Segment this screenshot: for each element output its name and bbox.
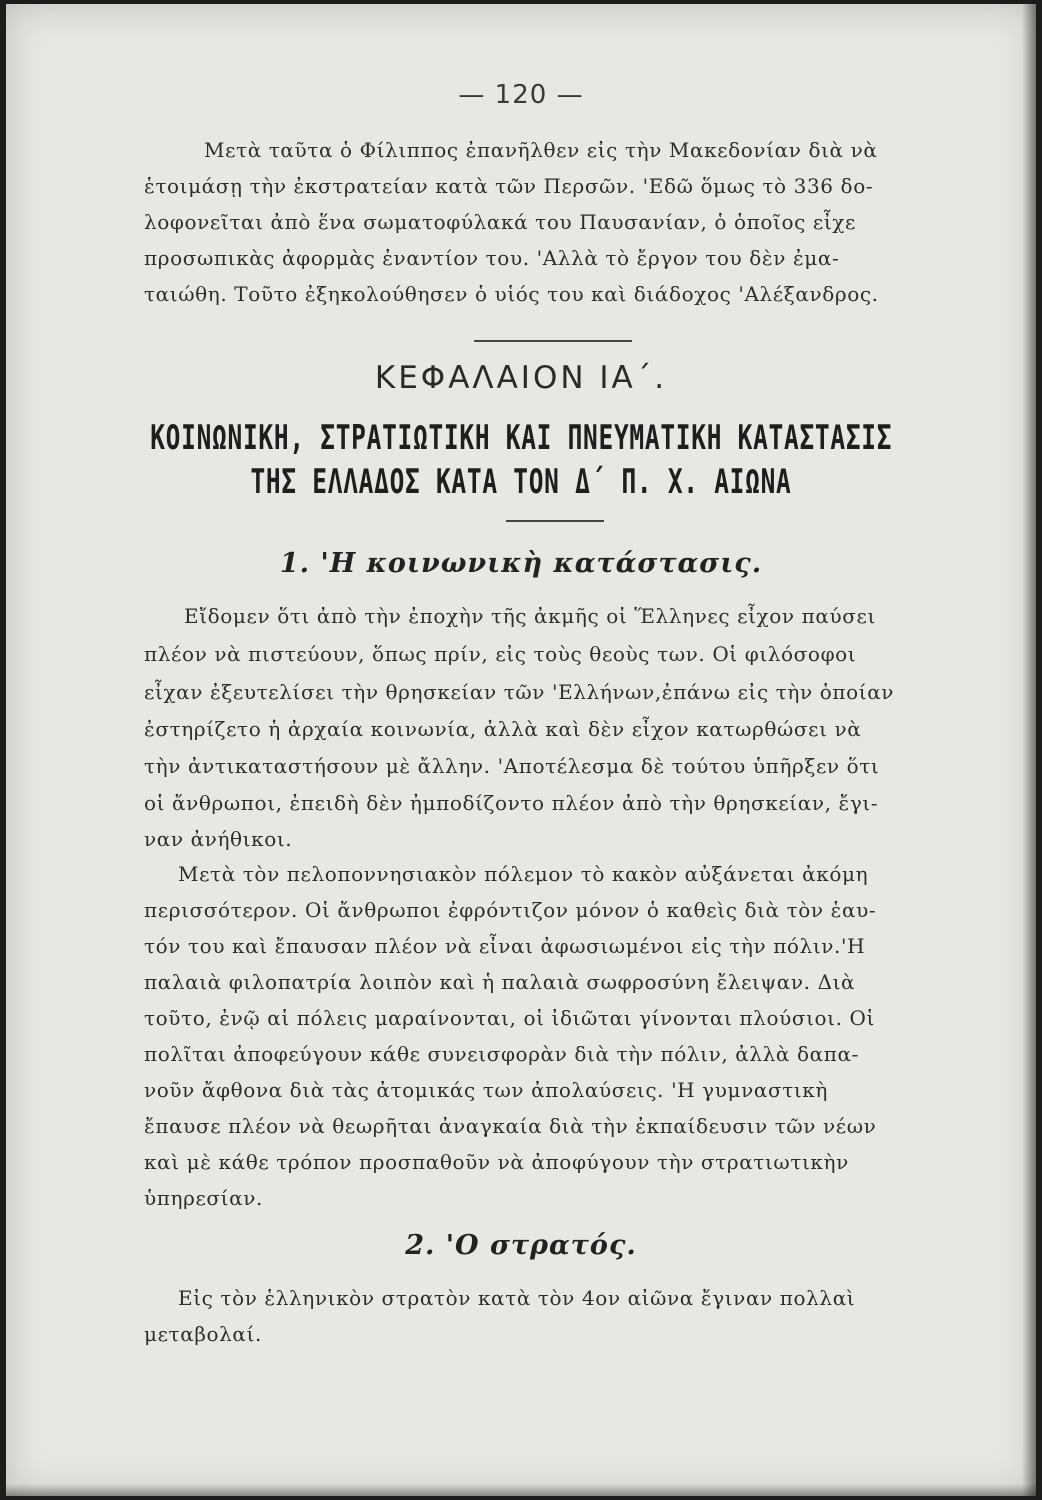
text-line: καὶ μὲ κάθε τρόπον προσπαθοῦν νὰ ἀποφύγουν τὴν στρατιωτικὴν [144, 1150, 849, 1174]
text-line: οἱ ἄνθρωποι, ἐπειδὴ δὲν ἠμποδίζοντο πλέον ἀπὸ τὴν θρησκείαν, ἔγι- [144, 791, 879, 815]
section-2-heading: 2. 'Ο στρατός. [405, 1230, 637, 1261]
text-line: Μετὰ τὸν πελοποννησιακὸν πόλεμον τὸ κακὸν αὐξάνεται ἀκόμη [178, 862, 869, 886]
text-line: ταιώθη. Τοῦτο ἐξηκολούθησεν ὁ υἱός του καὶ διάδοχος 'Αλέξανδρος. [144, 282, 879, 306]
text-line: τοῦτο, ἐνῷ αἱ πόλεις μαραίνονται, οἱ ἰδιῶται γίνονται πλούσιοι. Οἱ [144, 1006, 875, 1030]
page-edge-shadow [1022, 4, 1036, 1496]
text-line: ἐστηρίζετο ἡ ἀρχαία κοινωνία, ἀλλὰ καὶ δὲν εἶχον κατωρθώσει νὰ [144, 717, 862, 741]
text-line: προσωπικὰς ἀφορμὰς ἐναντίον του. 'Αλλὰ τὸ ἔργον του δὲν ἐμα- [144, 246, 840, 270]
book-page [6, 4, 1036, 1496]
divider-rule [506, 520, 604, 522]
chapter-heading: ΚΕΦΑΛΑΙΟΝ ΙΑ΄. [374, 360, 668, 396]
text-line: τὴν ἀντικαταστήσουν μὲ ἄλλην. 'Αποτέλεσμα δὲ τούτου ὑπῆρξεν ὅτι [144, 754, 880, 778]
page-number: — 120 — [458, 80, 584, 110]
text-line: ἔπαυσε πλέον νὰ θεωρῆται ἀναγκαία διὰ τὴν ἐκπαίδευσιν τῶν νέων [144, 1114, 877, 1138]
text-line: Εἰς τὸν ἑλληνικὸν στρατὸν κατὰ τὸν 4ον αἰῶνα ἔγιναν πολλαὶ [178, 1286, 856, 1310]
section-1-heading: 1. 'Η κοινωνικὴ κατάστασις. [279, 548, 763, 579]
chapter-title-line-1: ΚΟΙΝΩΝΙΚΗ, ΣΤΡΑΤΙΩΤΙΚΗ ΚΑΙ ΠΝΕΥΜΑΤΙΚΗ ΚΑΤΑΣΤΑΣΙΣ [150, 418, 893, 458]
text-line: ναν ἀνήθικοι. [144, 827, 293, 851]
text-line: Μετὰ ταῦτα ὁ Φίλιππος ἐπανῆλθεν εἰς τὴν Μακεδονίαν διὰ νὰ [204, 138, 878, 162]
page-edge-shadow [6, 1484, 1036, 1496]
text-line: εἶχαν ἐξευτελίσει τὴν θρησκείαν τῶν 'Ελλήνων,ἐπάνω εἰς τὴν ὁποίαν [144, 680, 895, 704]
text-line: νοῦν ἄφθονα διὰ τὰς ἀτομικάς των ἀπολαύσεις. 'Η γυμναστικὴ [144, 1078, 828, 1102]
divider-rule [474, 340, 632, 342]
text-line: περισσότερον. Οἱ ἄνθρωποι ἐφρόντιζον μόνον ὁ καθεὶς διὰ τὸν ἑαυ- [144, 898, 877, 922]
text-line: μεταβολαί. [144, 1322, 262, 1346]
text-line: πλέον νὰ πιστεύουν, ὅπως πρίν, εἰς τοὺς θεοὺς των. Οἱ φιλόσοφοι [144, 642, 857, 666]
text-line: ἑτοιμάσῃ τὴν ἐκστρατείαν κατὰ τῶν Περσῶν. 'Εδῶ ὅμως τὸ 336 δο- [144, 174, 874, 198]
text-line: τόν του καὶ ἔπαυσαν πλέον νὰ εἶναι ἀφωσιωμένοι εἰς τὴν πόλιν.'Η [144, 934, 866, 958]
text-line: ὑπηρεσίαν. [144, 1186, 263, 1210]
text-line: Εἴδομεν ὅτι ἀπὸ τὴν ἐποχὴν τῆς ἀκμῆς οἱ Ἕλληνες εἶχον παύσει [184, 604, 876, 628]
chapter-title-line-2: ΤΗΣ ΕΛΛΑΔΟΣ ΚΑΤΑ ΤΟΝ Δ΄ Π. Χ. ΑΙΩΝΑ [250, 462, 792, 502]
text-line: πολῖται ἀποφεύγουν κάθε συνεισφορὰν διὰ τὴν πόλιν, ἀλλὰ δαπα- [144, 1042, 859, 1066]
text-line: λοφονεῖται ἀπὸ ἕνα σωματοφύλακά του Παυσανίαν, ὁ ὁποῖος εἶχε [144, 210, 856, 234]
text-line: παλαιὰ φιλοπατρία λοιπὸν καὶ ἡ παλαιὰ σωφροσύνη ἔλειψαν. Διὰ [144, 970, 856, 994]
